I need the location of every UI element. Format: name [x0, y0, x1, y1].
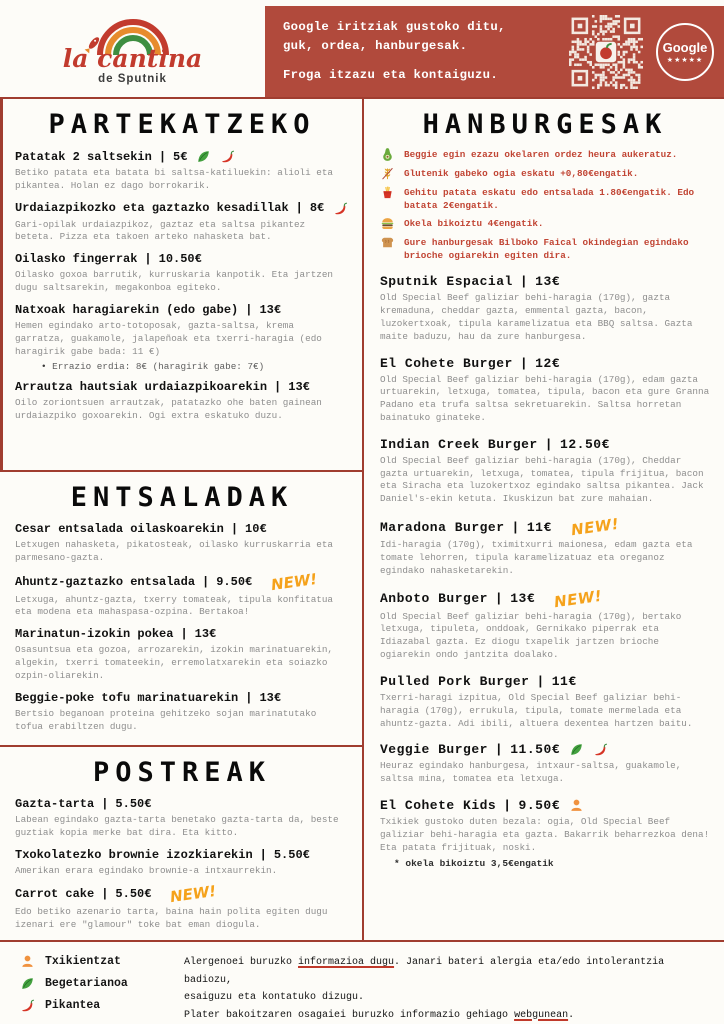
item-price: 11€ — [526, 519, 552, 535]
logo-subtitle: de Sputnik — [98, 72, 167, 85]
menu-item — [380, 586, 710, 662]
item-price: 13€ — [194, 627, 217, 642]
item-name: Carrot cake — [15, 887, 95, 902]
allergen-text: . — [568, 1009, 575, 1021]
menu-item — [15, 201, 349, 245]
item-name: Natxoak haragiarekin (edo gabe) — [15, 302, 239, 317]
price-separator: | — [144, 252, 152, 267]
legend-label: Pikantea — [45, 999, 101, 1012]
burger-notes — [380, 149, 710, 262]
item-price: 13€ — [510, 591, 536, 607]
item-price: 12.50€ — [560, 436, 610, 452]
note-row — [380, 218, 710, 231]
item-price: 11.50€ — [510, 742, 561, 758]
item-name: Maradona Burger — [380, 519, 505, 535]
item-description: Osasuntsua eta gozoa, arrozarekin, izokin marinatuarekin, algekin, txerri tomateekin, erremolatxarekin eta soiazko ozpin-oliarekin. — [15, 644, 334, 681]
note-text: Glutenik gabeko ogia eskatu +0,80€engatik. — [404, 168, 639, 179]
veggie-icon — [380, 147, 395, 162]
legend-item — [20, 954, 170, 969]
section-title: HANBURGESAK — [422, 109, 668, 140]
item-price: 9.50€ — [518, 798, 561, 814]
item-price: 5.50€ — [115, 887, 152, 902]
menu-item — [380, 674, 710, 730]
price-separator: | — [245, 690, 253, 705]
price-separator: | — [180, 627, 188, 642]
item-name: Anboto Burger — [380, 591, 488, 607]
icon-legend — [20, 954, 170, 1022]
legend-label: Begetarianoa — [45, 977, 128, 990]
item-description: Amerikan erara egindako brownie-a intxaurrekin. — [15, 864, 278, 876]
item-description: Oilo zoriontsuen arrautzak, patatazko ohe baten gainean urdaiazpiko goxoarekin. Ogi extra eskatuko duzu. — [15, 397, 322, 422]
allergen-text: Plater bakoitzaren osagaiei buruzko informazio gehiago — [184, 1009, 515, 1021]
menu-item — [15, 149, 349, 193]
price-separator: | — [494, 742, 504, 758]
section-title: PARTEKATZEKO — [48, 109, 316, 140]
google-reviews-badge — [656, 23, 714, 81]
item-name: Veggie Burger — [380, 742, 488, 758]
price-separator: | — [230, 522, 239, 536]
banner-line: Froga itzazu eta kontaiguzu. — [283, 67, 499, 82]
logo-title: la cantina — [62, 43, 203, 73]
item-description: Letxuga, ahuntz-gazta, txerry tomateak, tipula konfitatua eta modena eta mahaspasa-ozpina. Bertakoa! — [15, 593, 334, 618]
item-header — [380, 798, 710, 813]
price-separator: | — [158, 149, 167, 164]
item-description: Old Special Beef galiziar behi-haragia (170g), gazta kremaduna, cheddar gazta, emmental gazta, bacon, luzokertxoak, tipula karamelizatua eta BBQ saltsa. Gazta maite baduzu, hau da zure hanburgesa. — [380, 292, 693, 342]
chili-icon — [333, 201, 348, 216]
item-description: Hemen egindako arto-totoposak, gazta-saltsa, krema garratza, guakamole, jalapeñoak eta txerri-haragia (edo haragirik gabe bada: 11 €) — [15, 319, 322, 357]
item-name: Sputnik Espacial — [380, 274, 513, 290]
leaf-icon — [196, 149, 211, 164]
menu-item — [15, 882, 349, 932]
header — [0, 0, 724, 97]
allergen-line — [184, 954, 708, 989]
new-badge: NEW! — [169, 882, 218, 907]
fries-icon — [380, 185, 395, 200]
chili-icon — [593, 742, 608, 757]
item-price: 13€ — [535, 274, 561, 290]
item-price: 8€ — [309, 201, 325, 216]
menu-item — [15, 252, 349, 295]
menu-item — [15, 380, 349, 423]
leaf-icon — [20, 976, 35, 991]
menu-item — [15, 522, 349, 565]
item-description: Old Special Beef galiziar behi-haragia (170g), edam gazta urtuarekin, letxuga, tomatea, tipula, bacon eta gure Granna Padano eta trufa saltsa sekretuarekin. Saltsa horretan bainatuko ginateke. — [380, 373, 710, 423]
item-header — [15, 201, 349, 216]
new-badge: NEW! — [270, 569, 319, 594]
bread-icon — [380, 235, 395, 250]
note-text: Beggie egin ezazu okelaren ordez heura aukeratuz. — [404, 149, 678, 160]
item-description: Letxugen nahasketa, pikatosteak, oilasko kurruskarria eta parmesano-gazta. — [15, 539, 334, 563]
menu-item — [380, 274, 710, 343]
item-header — [15, 522, 349, 536]
item-description: Oilasko goxoa barrutik, kurruskaria kanpotik. Eta jartzen dugu saltsarekin, megakonboa egiteko. — [15, 269, 334, 294]
item-header — [380, 437, 710, 452]
item-name: Ahuntz-gaztazko entsalada — [15, 574, 196, 589]
item-header — [15, 569, 349, 594]
note-text: Okela bikoiztu 4€engatik. — [404, 218, 544, 230]
kid-icon — [20, 954, 35, 969]
banner-text — [283, 18, 556, 84]
footer — [0, 942, 724, 1022]
price-separator: | — [259, 847, 267, 862]
item-name: Oilasko fingerrak — [15, 252, 138, 267]
price-separator: | — [202, 574, 210, 589]
item-name: Txokolatezko brownie izozkiarekin — [15, 847, 253, 862]
allergen-line — [184, 1007, 708, 1024]
note-row — [380, 187, 710, 212]
left-column — [0, 99, 364, 940]
price-separator: | — [494, 591, 504, 607]
new-badge: NEW! — [569, 514, 620, 540]
item-description: Bertsio beganoan proteina gehitzeko sojan marinatutako tofua erabiltzen dugu. — [15, 707, 317, 732]
item-name: Arrautza hautsiak urdaiazpikoarekin — [15, 380, 268, 395]
legend-item — [20, 998, 170, 1013]
allergen-text-underlined: webgunean — [514, 1009, 569, 1021]
item-price: 13€ — [288, 380, 310, 395]
item-price: 12€ — [535, 355, 561, 371]
item-description: Betiko patata eta batata bi saltsa-katiluekin: alioli eta pikantea. Holan ez dago borrokarik. — [15, 167, 334, 191]
item-price: 10.50€ — [158, 252, 202, 267]
item-header — [380, 274, 710, 289]
item-description: Gari-opilak urdaiazpikoz, gaztaz eta saltsa pikantez beteta. Pizza eta takoen arteko nahasketa bat. — [15, 218, 306, 243]
menu-item — [380, 742, 710, 786]
menu-item — [15, 691, 349, 734]
item-header — [380, 356, 710, 371]
menu-item — [15, 797, 349, 840]
section-title: ENTSALADAK — [70, 482, 294, 513]
item-header — [15, 882, 349, 907]
menu-item — [380, 356, 710, 425]
item-header — [380, 586, 710, 611]
gluten-free-icon — [380, 166, 395, 181]
allergen-text: . Janari bateri alergia eta/edo intolerantzia badiozu, — [184, 957, 665, 986]
menu-item — [380, 437, 710, 506]
section-title: POSTREAK — [92, 757, 272, 788]
item-description: Idi-haragia (170g), tximitxurri maionesa, edam gazta eta tomate lehorren, tipula karamelizatuaz eta oreganoz egindako nahasketarekin. — [380, 539, 693, 576]
menu-item — [15, 848, 349, 878]
left-accent-line — [0, 97, 3, 472]
banner-line: Google iritziak gustoko ditu, — [283, 20, 506, 35]
item-price: 5.50€ — [115, 797, 152, 811]
menu-item — [15, 303, 349, 372]
price-separator: | — [101, 887, 109, 902]
item-header — [15, 848, 349, 862]
item-name: Marinatun-izokin pokea — [15, 627, 174, 642]
item-name: El Cohete Kids — [380, 798, 497, 814]
promo-banner — [265, 6, 724, 97]
new-badge: NEW! — [553, 586, 604, 611]
note-row — [380, 237, 710, 262]
item-header — [15, 252, 349, 266]
allergen-text: esaiguzu eta kontatuko dizugu. — [184, 992, 365, 1003]
menu-body — [0, 97, 724, 942]
qr-code-icon — [569, 15, 643, 89]
menu-item — [380, 798, 710, 868]
item-name: Patatak 2 saltsekin — [15, 149, 152, 164]
item-name: El Cohete Burger — [380, 355, 513, 371]
note-text: Gure hanburgesak Bilboko Faical okindegian egindako brioche ogiarekin egiten dira. — [404, 237, 689, 261]
item-header — [15, 380, 349, 394]
price-separator: | — [101, 797, 109, 811]
leaf-icon — [569, 742, 584, 757]
item-name: Cesar entsalada oilaskoarekin — [15, 522, 224, 536]
item-price: 10€ — [245, 522, 267, 536]
item-header — [15, 691, 349, 705]
section-postreak — [0, 745, 362, 940]
item-description: Old Special Beef galiziar behi-haragia (170g), Cheddar gazta urtuarekin, letxuga, tomatea, tipula frijitua, bacon eta Siracha eta luzokertxoz egindako saltsa pikantea. Jack Daniel's-ekin ketuta. Ikuskizun bat zure mahaian. — [380, 454, 704, 505]
google-stars: ★★★★★ — [666, 55, 704, 64]
section-partekatzeko — [0, 99, 362, 470]
item-header — [15, 797, 349, 811]
kid-icon — [569, 798, 584, 813]
item-price: 13€ — [259, 302, 282, 317]
item-price: 5.50€ — [273, 847, 310, 862]
item-header — [15, 303, 349, 317]
banner-line: guk, ordea, hanburgesak. — [283, 39, 468, 54]
allergen-info — [184, 954, 708, 1022]
item-header — [380, 514, 710, 540]
item-price: 9.50€ — [216, 574, 253, 589]
note-row — [380, 168, 710, 181]
item-name: Urdaiazpikozko eta gaztazko kesadillak — [15, 201, 289, 216]
chili-icon — [20, 998, 35, 1013]
item-name: Beggie-poke tofu marinatuarekin — [15, 690, 239, 705]
price-separator: | — [544, 436, 554, 452]
item-price: 11€ — [551, 673, 577, 689]
item-description: Labean egindako gazta-tarta benetako gazta-tarta da, beste guztiak kopia merke bat dira. Eta kitto. — [15, 814, 339, 838]
google-label: Google — [662, 39, 708, 55]
legend-label: Txikientzat — [45, 955, 121, 968]
chili-icon — [220, 149, 235, 164]
item-name: Pulled Pork Burger — [380, 673, 530, 689]
item-price: 13€ — [259, 690, 282, 705]
item-description: Txikiek gustoko duten bezala: ogia, Old Special Beef galiziar behi-haragia eta gazta. Bakarrik beharrezkoa dena! Eta patata frijituak, noski. — [380, 816, 710, 853]
section-entsaladak — [0, 470, 362, 745]
price-separator: | — [274, 380, 282, 395]
allergen-text-underlined: informazioa dugu — [298, 957, 395, 968]
item-description: Old Special Beef galiziar behi-haragia (170g), bertako letxuga, tipuleta, onddoak, Gernikako piperrak eta Idiazabal gazta. Ez diogu txapelik jartzen brioche ogiarekin ondo jantzita doalako. — [380, 610, 682, 661]
price-separator: | — [519, 355, 529, 371]
price-separator: | — [503, 798, 512, 814]
item-description: Edo betiko azenario tarta, baina hain polita egiten dugu izenari ere "glamour" toke bat eman diogula. — [15, 906, 328, 931]
menu-item — [380, 514, 710, 577]
allergen-text: Alergenoei buruzko — [184, 957, 299, 968]
right-column — [364, 99, 724, 940]
price-separator: | — [295, 201, 303, 216]
price-separator: | — [536, 673, 545, 689]
item-header — [15, 627, 349, 641]
note-row — [380, 149, 710, 162]
price-separator: | — [511, 519, 520, 535]
item-header — [15, 149, 349, 164]
allergen-line — [184, 989, 708, 1007]
legend-item — [20, 976, 170, 991]
item-name: Gazta-tarta — [15, 797, 95, 811]
menu-item — [15, 627, 349, 682]
brand-logo — [0, 0, 265, 97]
item-extra-note: * okela bikoiztu 3,5€engatik — [394, 857, 554, 869]
menu-item — [15, 569, 349, 620]
item-description: Heuraz egindako hanburgesa, intxaur-saltsa, guakamole, saltsa mina, tomatea eta letxuga. — [380, 760, 682, 785]
price-separator: | — [519, 274, 529, 290]
price-separator: | — [245, 302, 253, 317]
item-name: Indian Creek Burger — [380, 436, 538, 452]
item-price: 5€ — [173, 149, 188, 164]
burger-icon — [380, 216, 395, 231]
item-sub-option: • Errazio erdia: 8€ (haragirik gabe: 7€) — [15, 361, 349, 372]
note-text: Gehitu patata eskatu edo entsalada 1.80€engatik. Edo batata 2€engatik. — [404, 187, 695, 211]
item-header — [380, 742, 710, 757]
item-description: Txerri-haragi izpitua, Old Special Beef galiziar behi-haragia (170g), errukula, tipula, tomate mermelada eta ahuntz-gazta. Adi ibili, altuera dexentea hartzen baitu. — [380, 691, 693, 729]
item-header — [380, 674, 710, 689]
